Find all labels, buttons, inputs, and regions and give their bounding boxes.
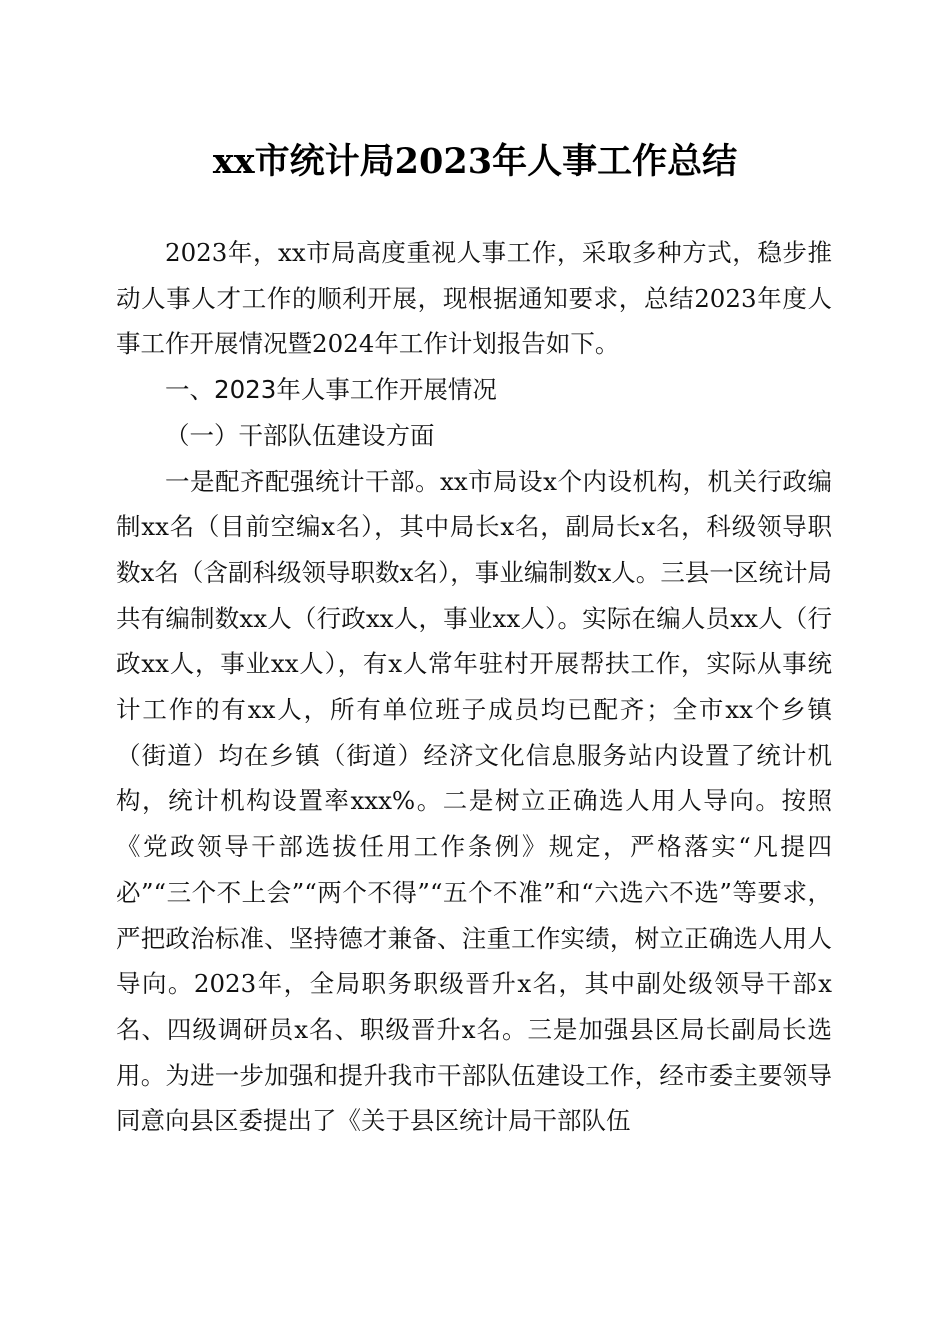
section-heading: 一、2023年人事工作开展情况	[165, 375, 497, 405]
document-title: xx市统计局2023年人事工作总结	[212, 141, 738, 182]
subsection-heading: （一）干部队伍建设方面	[165, 420, 435, 450]
document-body	[116, 230, 832, 1144]
body-paragraph: 一是配齐配强统计干部。xx市局设x个内设机构，机关行政编制xx名（目前空编x名），其中局长x名，副局长x名，科级领导职数x名（含副科级领导职数x名），事业编制数x人。三县一区统计局共有编制数xx人（行政xx人，事业xx人）。实际在编人员xx人（行政xx人，事业xx人），有x人常年驻村开展帮扶工作，实际从事统计工作的有xx人，所有单位班子成员均已配齐；全市xx个乡镇（街道）均在乡镇（街道）经济文化信息服务站内设置了统计机构，统计机构设置率xxx%。二是树立正确选人用人导向。按照《党政领导干部选拔任用工作条例》规定，严格落实“凡提四必”“三个不上会”“两个不得”“五个不准”和“六选六不选”等要求，严把政治标准、坚持德才兼备、注重工作实绩，树立正确选人用人导向。2023年，全局职务职级晋升x名，其中副处级领导干部x名、四级调研员x名、职级晋升x名。三是加强县区局长副局长选用。为进一步加强和提升我市干部队伍建设工作，经市委主要领导同意向县区委提出了《关于县区统计局干部队伍	[116, 466, 832, 1136]
intro-paragraph: 2023年，xx市局高度重视人事工作，采取多种方式，稳步推动人事人才工作的顺利开展，现根据通知要求，总结2023年度人事工作开展情况暨2024年工作计划报告如下。	[116, 238, 832, 359]
